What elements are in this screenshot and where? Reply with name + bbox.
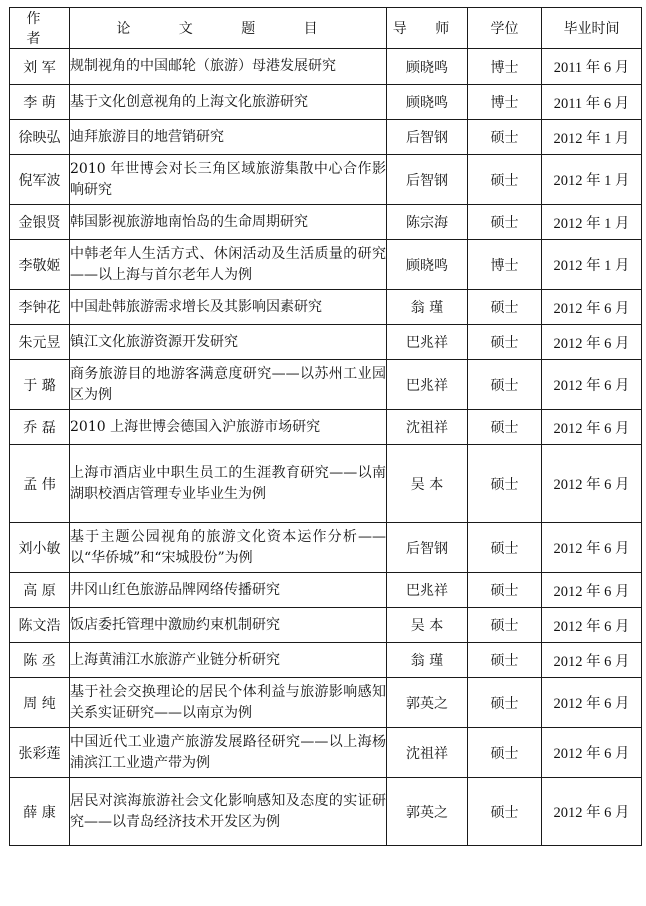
advisor-cell: 吴 本 [387, 445, 468, 523]
author-cell: 倪军波 [10, 155, 70, 205]
table-row [10, 49, 642, 85]
date-cell: 2012 年 6 月 [542, 643, 642, 678]
table-row [10, 523, 642, 573]
table-row [10, 728, 642, 778]
title-cell: 居民对滨海旅游社会文化影响感知及态度的实证研究——以青岛经济技术开发区为例 [70, 778, 387, 846]
degree-cell: 硕士 [468, 778, 542, 846]
degree-cell: 博士 [468, 49, 542, 85]
author-cell: 李敬姬 [10, 240, 70, 290]
title-cell: 井冈山红色旅游品牌网络传播研究 [70, 573, 387, 608]
table-row [10, 608, 642, 643]
date-cell: 2012 年 6 月 [542, 325, 642, 360]
degree-cell: 硕士 [468, 445, 542, 523]
advisor-cell: 沈祖祥 [387, 410, 468, 445]
title-cell: 基于社会交换理论的居民个体利益与旅游影响感知关系实证研究——以南京为例 [70, 678, 387, 728]
title-cell: 商务旅游目的地游客满意度研究——以苏州工业园区为例 [70, 360, 387, 410]
date-cell: 2012 年 6 月 [542, 678, 642, 728]
header-advisor: 导 师 [387, 8, 468, 49]
date-cell: 2011 年 6 月 [542, 85, 642, 120]
date-cell: 2012 年 1 月 [542, 120, 642, 155]
table-body [10, 49, 642, 846]
date-cell: 2012 年 1 月 [542, 205, 642, 240]
title-cell: 韩国影视旅游地南怡岛的生命周期研究 [70, 205, 387, 240]
advisor-cell: 巴兆祥 [387, 325, 468, 360]
title-cell: 中国近代工业遗产旅游发展路径研究——以上海杨浦滨江工业遗产带为例 [70, 728, 387, 778]
table-row [10, 678, 642, 728]
table-row [10, 643, 642, 678]
date-cell: 2012 年 6 月 [542, 360, 642, 410]
date-cell: 2012 年 6 月 [542, 728, 642, 778]
advisor-cell: 吴 本 [387, 608, 468, 643]
degree-cell: 硕士 [468, 410, 542, 445]
degree-cell: 硕士 [468, 728, 542, 778]
header-title: 论 文 题 目 [70, 8, 387, 49]
header-author: 作 者 [10, 8, 70, 49]
date-cell: 2012 年 6 月 [542, 410, 642, 445]
author-cell: 张彩莲 [10, 728, 70, 778]
advisor-cell: 沈祖祥 [387, 728, 468, 778]
author-cell: 孟 伟 [10, 445, 70, 523]
author-cell: 徐映弘 [10, 120, 70, 155]
table-row [10, 778, 642, 846]
degree-cell: 硕士 [468, 290, 542, 325]
degree-cell: 硕士 [468, 608, 542, 643]
title-cell: 基于主题公园视角的旅游文化资本运作分析——以“华侨城”和“宋城股份”为例 [70, 523, 387, 573]
title-cell: 上海市酒店业中职生员工的生涯教育研究——以南湖职校酒店管理专业毕业生为例 [70, 445, 387, 523]
author-cell: 乔 磊 [10, 410, 70, 445]
table-row [10, 573, 642, 608]
title-cell: 基于文化创意视角的上海文化旅游研究 [70, 85, 387, 120]
date-cell: 2012 年 6 月 [542, 573, 642, 608]
degree-cell: 硕士 [468, 155, 542, 205]
degree-cell: 硕士 [468, 205, 542, 240]
author-cell: 刘小敏 [10, 523, 70, 573]
table-row [10, 410, 642, 445]
degree-cell: 硕士 [468, 573, 542, 608]
date-cell: 2012 年 1 月 [542, 240, 642, 290]
table-row [10, 325, 642, 360]
degree-cell: 博士 [468, 240, 542, 290]
advisor-cell: 顾晓鸣 [387, 240, 468, 290]
title-cell: 2010 上海世博会德国入沪旅游市场研究 [70, 410, 387, 445]
author-cell: 陈 丞 [10, 643, 70, 678]
date-cell: 2012 年 6 月 [542, 778, 642, 846]
table-row [10, 240, 642, 290]
author-cell: 金银贤 [10, 205, 70, 240]
table-row [10, 290, 642, 325]
date-cell: 2012 年 1 月 [542, 155, 642, 205]
table-row [10, 155, 642, 205]
header-row [10, 8, 642, 49]
title-cell: 2010 年世博会对长三角区域旅游集散中心合作影响研究 [70, 155, 387, 205]
date-cell: 2012 年 6 月 [542, 608, 642, 643]
degree-cell: 硕士 [468, 360, 542, 410]
advisor-cell: 后智钢 [387, 155, 468, 205]
table-row [10, 120, 642, 155]
author-cell: 周 纯 [10, 678, 70, 728]
advisor-cell: 翁 瑾 [387, 643, 468, 678]
author-cell: 李 萌 [10, 85, 70, 120]
author-cell: 李钟花 [10, 290, 70, 325]
degree-cell: 硕士 [468, 325, 542, 360]
title-cell: 规制视角的中国邮轮（旅游）母港发展研究 [70, 49, 387, 85]
advisor-cell: 后智钢 [387, 120, 468, 155]
degree-cell: 博士 [468, 85, 542, 120]
title-cell: 迪拜旅游目的地营销研究 [70, 120, 387, 155]
date-cell: 2012 年 6 月 [542, 523, 642, 573]
header-degree: 学位 [468, 8, 542, 49]
title-cell: 中韩老年人生活方式、休闲活动及生活质量的研究——以上海与首尔老年人为例 [70, 240, 387, 290]
title-cell: 中国赴韩旅游需求增长及其影响因素研究 [70, 290, 387, 325]
advisor-cell: 顾晓鸣 [387, 85, 468, 120]
table-row [10, 205, 642, 240]
author-cell: 高 原 [10, 573, 70, 608]
degree-cell: 硕士 [468, 120, 542, 155]
author-cell: 陈文浩 [10, 608, 70, 643]
thesis-table [9, 7, 642, 846]
advisor-cell: 郭英之 [387, 778, 468, 846]
author-cell: 薛 康 [10, 778, 70, 846]
header-date: 毕业时间 [542, 8, 642, 49]
advisor-cell: 翁 瑾 [387, 290, 468, 325]
date-cell: 2011 年 6 月 [542, 49, 642, 85]
table-row [10, 445, 642, 523]
advisor-cell: 顾晓鸣 [387, 49, 468, 85]
advisor-cell: 巴兆祥 [387, 360, 468, 410]
date-cell: 2012 年 6 月 [542, 445, 642, 523]
title-cell: 饭店委托管理中激励约束机制研究 [70, 608, 387, 643]
author-cell: 于 璐 [10, 360, 70, 410]
table-row [10, 360, 642, 410]
author-cell: 刘 军 [10, 49, 70, 85]
advisor-cell: 郭英之 [387, 678, 468, 728]
degree-cell: 硕士 [468, 643, 542, 678]
author-cell: 朱元昱 [10, 325, 70, 360]
title-cell: 上海黄浦江水旅游产业链分析研究 [70, 643, 387, 678]
table-row [10, 85, 642, 120]
title-cell: 镇江文化旅游资源开发研究 [70, 325, 387, 360]
degree-cell: 硕士 [468, 678, 542, 728]
advisor-cell: 巴兆祥 [387, 573, 468, 608]
advisor-cell: 后智钢 [387, 523, 468, 573]
date-cell: 2012 年 6 月 [542, 290, 642, 325]
degree-cell: 硕士 [468, 523, 542, 573]
advisor-cell: 陈宗海 [387, 205, 468, 240]
